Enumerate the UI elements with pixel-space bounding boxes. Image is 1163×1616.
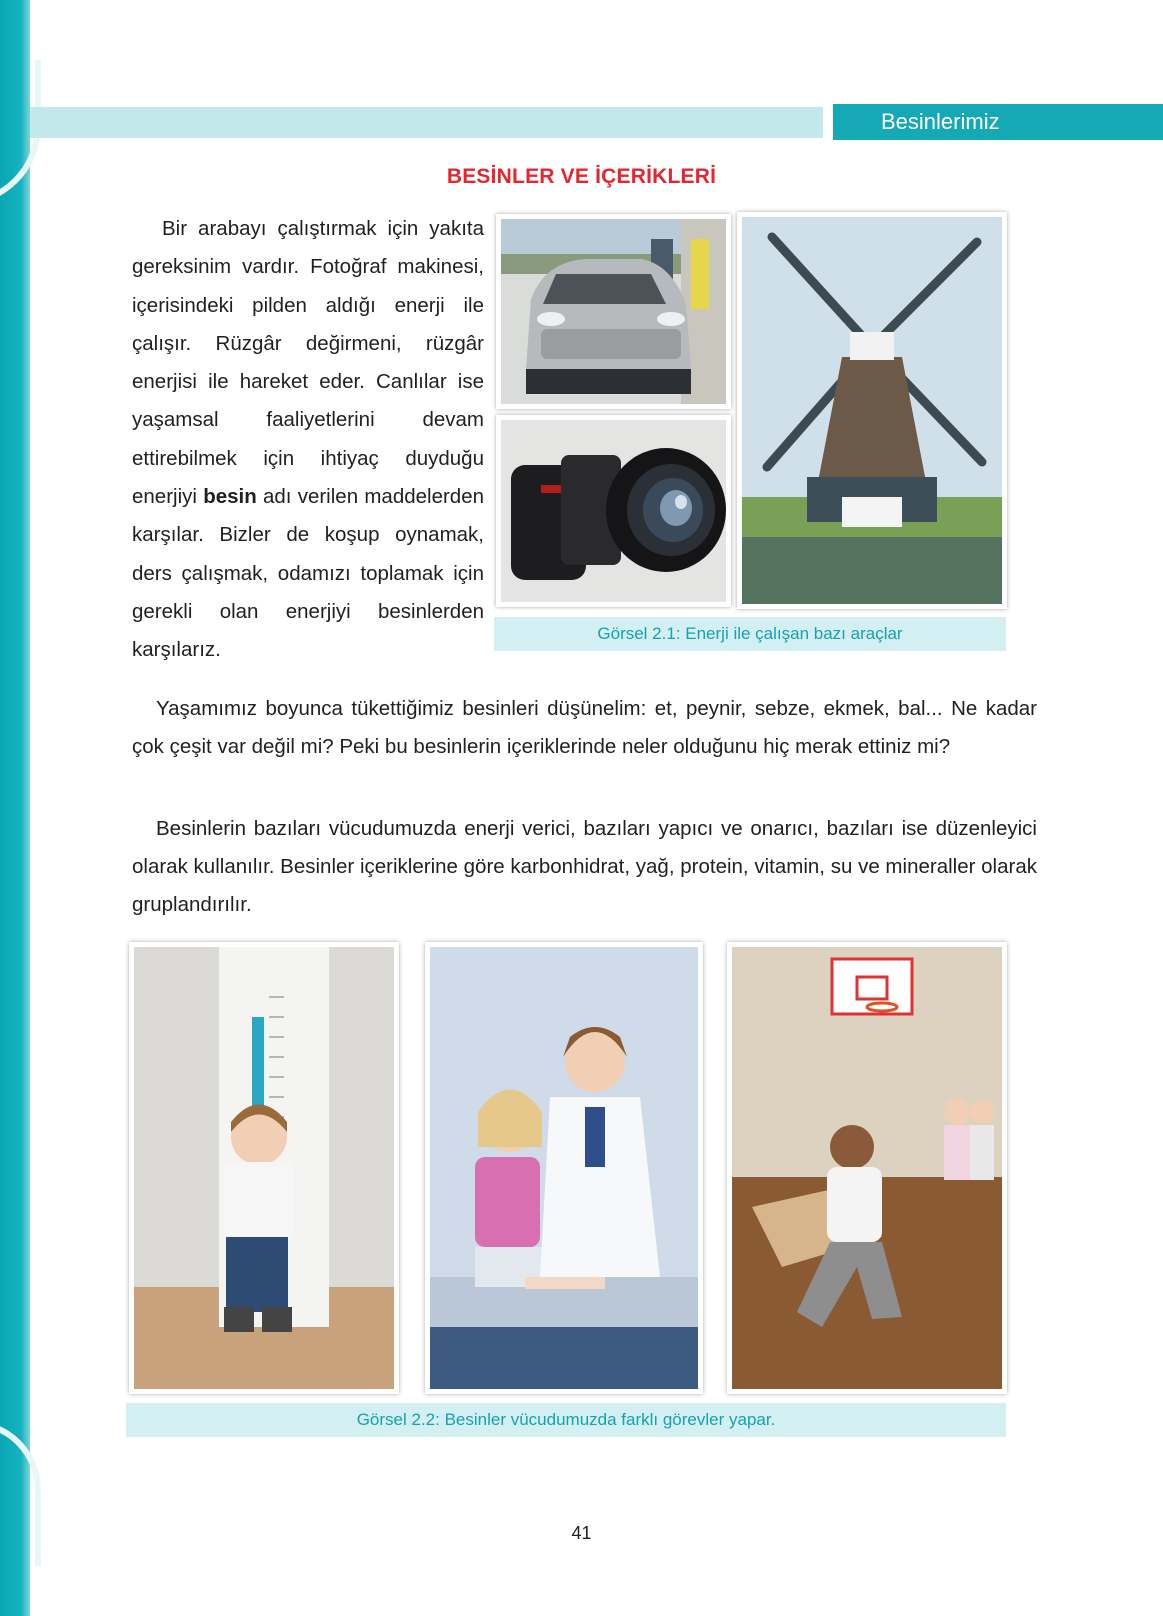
figure-1-caption: Görsel 2.1: Enerji ile çalışan bazı araçlar [494, 617, 1006, 651]
paragraph-2-text: Yaşamımız boyunca tükettiğimiz besinleri düşünelim: et, peynir, sebze, ekmek, bal... Ne kadar çok çeşit var değil mi? Peki bu besinlerin içeriklerinde neler olduğunu hiç merak ettiniz mi? [132, 697, 1037, 758]
page-number: 41 [571, 1523, 592, 1543]
paragraph-3 [132, 810, 1037, 924]
camera-image [501, 420, 726, 602]
paragraph-2 [132, 690, 1037, 766]
section-title: Besinlerimiz [881, 109, 1000, 134]
figure-2-caption: Görsel 2.2: Besinler vücudumuzda farklı görevler yapar. [126, 1403, 1006, 1437]
intro-text-1: Bir arabayı çalıştırmak için yakıta gereksinim vardır. Fotoğraf makinesi, içerisindeki pilden aldığı enerji ile çalışır. Rüzgâr değirmeni, rüzgâr enerjisi ile hareket eder. Canlılar ise yaşamsal faaliyetlerini devam ettirebilmek için ihtiyaç duyduğu enerjiyi [132, 217, 484, 509]
gym-image [732, 947, 1002, 1389]
child-height-image [134, 947, 394, 1389]
paragraph-3-text: Besinlerin bazıları vücudumuzda enerji verici, bazıları yapıcı ve onarıcı, bazıları ise düzenleyici olarak kullanılır. Besinler içeriklerine göre karbonhidrat, yağ, protein, vitamin, su ve mineraller olarak gruplandırılır. [132, 817, 1037, 916]
intro-text-2: adı verilen maddelerden karşılar. Bizler de koşup oynamak, ders çalışmak, odamızı toplamak için gerekli olan enerjiyi besinlerden karşılarız. [132, 485, 485, 662]
left-decorative-band [0, 0, 30, 1616]
doctor-photo [425, 942, 703, 1394]
doctor-image [430, 947, 698, 1389]
header-bar [30, 107, 823, 138]
windmill-photo [737, 212, 1007, 609]
camera-photo [496, 415, 731, 607]
car-image [501, 219, 726, 404]
section-tab [833, 104, 1163, 140]
bottom-corner-curve [0, 1420, 41, 1566]
car-photo [496, 214, 731, 409]
page-title: BESİNLER VE İÇERİKLERİ [446, 165, 717, 188]
intro-bold-word: besin [203, 485, 257, 509]
height-chart-photo [129, 942, 399, 1394]
windmill-image [742, 217, 1002, 604]
gym-photo [727, 942, 1007, 1394]
intro-paragraph [132, 210, 484, 670]
